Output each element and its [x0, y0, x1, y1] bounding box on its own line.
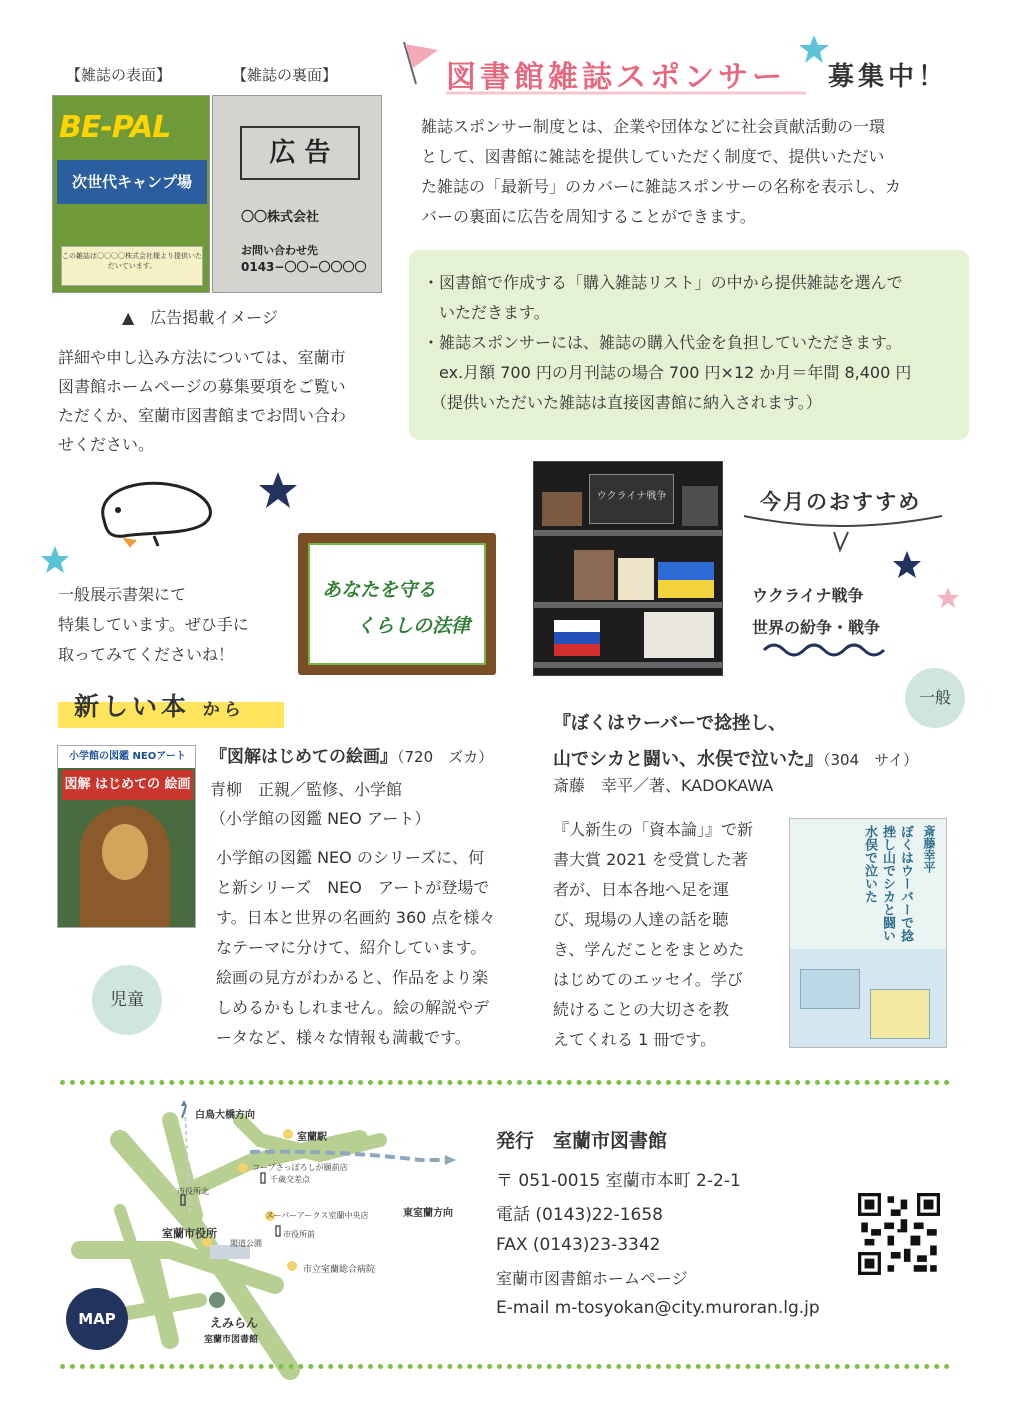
label-front-cover: 【雑誌の表面】: [66, 66, 172, 84]
qr-code-icon[interactable]: [858, 1193, 940, 1275]
recommend-item: 世界の紛争・戦争: [752, 618, 881, 637]
shelf-book: ウクライナ戦争: [589, 474, 674, 524]
bookshelf-photo: [533, 461, 723, 676]
desc-line: た雑誌の「最新号」のカバーに雑誌スポンサーの名称を表示し、カ: [421, 177, 902, 196]
title-underline: [446, 88, 806, 98]
map-label-coop: コープさっぽろしが願前店: [252, 1163, 348, 1172]
map-label-shiyakusho-kita: 市役所北: [177, 1187, 209, 1196]
desc-line: 小学館の図鑑 NEO のシリーズに、何: [216, 848, 485, 867]
recommend-item: ウクライナ戦争: [752, 586, 864, 605]
sponsor-description: [421, 112, 981, 232]
newbooks-heading: [74, 687, 245, 723]
desc-line: なテーマに分けて、紹介しています。: [216, 938, 487, 957]
board-line-1: あなたを守る: [322, 579, 437, 601]
desc-line: しめるかもしれません。絵の解説やデ: [216, 998, 489, 1017]
general-book-callno: （304 サイ）: [823, 751, 919, 769]
desc-line: 続けることの大切さを教: [553, 1000, 730, 1019]
divider-top: [60, 1080, 950, 1085]
ad-inquiry: お問い合わせ先: [241, 244, 318, 257]
publisher: 発行 室蘭市図書館: [496, 1130, 668, 1152]
desc-line: ータなど、様々な情報も満載です。: [216, 1028, 471, 1047]
map-label-hakucho: 白鳥大橋方向: [195, 1110, 255, 1121]
bird-illustration: [84, 470, 224, 560]
flag-icon: [398, 38, 448, 88]
child-book-author: 青柳 正親／監修、小学館: [210, 780, 403, 799]
general-book-cover: [789, 818, 947, 1048]
magazine-title: BE-PAL: [59, 110, 171, 145]
map-label-chitose: 千歳交差点: [270, 1175, 310, 1184]
wave-decoration: [762, 640, 886, 660]
ad-box: 広 告: [240, 126, 360, 180]
board-line-2: くらしの法律: [356, 615, 471, 637]
label-back-cover: 【雑誌の裏面】: [232, 66, 338, 84]
phone: 電話 (0143)22-1658: [496, 1205, 663, 1225]
detail-line: せください。: [58, 435, 155, 454]
general-book-description: [553, 815, 783, 1055]
cover2-title: ぼくはウーバーで捻挫し山でシカと闘い水俣で泣いた: [862, 825, 913, 942]
title-line-2: 山でシカと闘い、水俣で泣いた』: [553, 749, 823, 770]
map-label-library: 室蘭市図書館: [204, 1335, 259, 1345]
child-book-description: [216, 843, 526, 1053]
box-line: いただきます。: [423, 303, 550, 322]
map-label-hospital: 市立室蘭総合病院: [303, 1265, 376, 1275]
box-line: ・図書館で作成する「購入雑誌リスト」の中から提供雑誌を選んで: [423, 273, 903, 292]
sponsor-info-box: [409, 250, 969, 440]
desc-line: 絵画の見方がわかると、作品をより楽: [216, 968, 489, 987]
email-link[interactable]: E-mail m-tosyokan@city.muroran.lg.jp: [496, 1298, 820, 1318]
exhibit-text: [58, 580, 298, 670]
heading-small: から: [202, 700, 245, 720]
desc-line: 者が、日本各地へ足を運: [553, 880, 730, 899]
box-line: ex.月額 700 円の月刊誌の場合 700 円×12 か月＝年間 8,400 円: [423, 363, 912, 382]
desc-line: えてくれる 1 冊です。: [553, 1030, 717, 1049]
box-line: ・雑誌スポンサーには、雑誌の購入代金を負担していただきます。: [423, 333, 902, 352]
detail-line: 図書館ホームページの募集要項をご覧い: [58, 377, 346, 396]
desc-line: バーの裏面に広告を周知することができます。: [421, 207, 756, 226]
desc-line: き、学んだことをまとめた: [553, 940, 745, 959]
map-label-emiran: えみらん: [210, 1316, 259, 1330]
recommend-title: 今月のおすすめ: [760, 490, 922, 514]
child-tag: 児童: [92, 965, 162, 1035]
ad-company: 〇〇株式会社: [241, 210, 320, 225]
map-label-east: 東室蘭方向: [403, 1208, 453, 1219]
desc-line: び、現場の人達の話を聴: [553, 910, 729, 929]
map-label-city-hall: 室蘭市役所: [162, 1227, 217, 1240]
exhibit-line: 特集しています。ぜひ手に: [58, 615, 249, 634]
desc-line: として、図書館に雑誌を提供していただく制度で、提供いただい: [421, 147, 885, 166]
exhibit-line: 一般展示書架にて: [58, 585, 187, 604]
desc-line: 『人新生の「資本論」』で新: [553, 820, 754, 839]
desc-line: す。日本と世界の名画約 360 点を様々: [216, 908, 496, 927]
general-book-title: [553, 706, 918, 778]
fax: FAX (0143)23-3342: [496, 1235, 661, 1255]
detail-line: ただくか、室蘭市図書館までお問い合わ: [58, 406, 347, 425]
detail-line: 詳細や申し込み方法については、室蘭市: [58, 348, 346, 367]
ad-tel: 0143−〇〇−〇〇〇〇: [241, 260, 367, 274]
image-caption: ▲ 広告掲載イメージ: [122, 308, 278, 327]
child-book-series: （小学館の図鑑 NEO アート）: [210, 809, 431, 828]
star-icon: [40, 545, 70, 575]
homepage-link[interactable]: 室蘭市図書館ホームページ: [496, 1269, 688, 1288]
desc-line: はじめてのエッセイ。学び: [553, 970, 743, 989]
exhibit-line: 取ってみてくださいね！: [58, 645, 235, 664]
desc-line: 雑誌スポンサー制度とは、企業や団体などに社会貢献活動の一環: [421, 117, 886, 136]
star-icon: [798, 33, 830, 65]
sponsor-note: この雑誌は〇〇〇〇株式会社様より提供いただいています。: [61, 246, 203, 286]
child-book-cover: [57, 745, 196, 928]
sponsor-title-sub: 募集中！: [828, 62, 949, 92]
star-icon: [258, 470, 298, 510]
map-badge: MAP: [66, 1288, 128, 1350]
map-label-park: 閣道公園: [230, 1239, 262, 1248]
general-tag: 一般: [905, 668, 965, 728]
divider-bottom: [60, 1364, 950, 1369]
child-book-callno: （720 ズカ）: [397, 748, 494, 766]
magazine-back-image: [212, 95, 382, 293]
heading-main: 新しい本: [74, 692, 191, 721]
box-line: （提供いただいた雑誌は直接図書館に納入されます。）: [423, 393, 822, 412]
map-label-station: 室蘭駅: [297, 1132, 327, 1143]
detail-text: [58, 343, 398, 459]
cover1-title: 図解 はじめての 絵画: [62, 770, 193, 800]
map-label-super: スーパーアークス室蘭中央店: [266, 1211, 369, 1220]
address: 〒 051-0015 室蘭市本町 2-2-1: [496, 1171, 741, 1191]
child-book-title-line: [210, 742, 493, 767]
title-line-1: 『ぼくはウーバーで捻挫し、: [553, 713, 787, 734]
magazine-headline: 次世代キャンプ場: [57, 160, 207, 204]
desc-line: 書大賞 2021 を受賞した著: [553, 850, 748, 869]
recommend-list: [752, 580, 880, 644]
star-icon: [936, 586, 960, 610]
general-book-author: 斎藤 幸平／著、KADOKAWA: [553, 776, 774, 795]
sponsor-title: 図書館雑誌スポンサー: [446, 60, 786, 95]
exhibit-board: [298, 533, 496, 675]
speech-bubble-line: [740, 506, 946, 556]
map-label-shiyakusho-mae: 市役所前: [283, 1230, 315, 1239]
cover2-author: 斎藤幸平: [922, 825, 936, 873]
star-icon: [892, 550, 922, 580]
cover1-top: 小学館の図鑑 NEOアート: [58, 746, 196, 768]
magazine-front-image: [52, 95, 210, 293]
child-book-title: 『図解はじめての絵画』: [210, 747, 397, 767]
desc-line: と新シリーズ NEO アートが登場で: [216, 878, 490, 897]
